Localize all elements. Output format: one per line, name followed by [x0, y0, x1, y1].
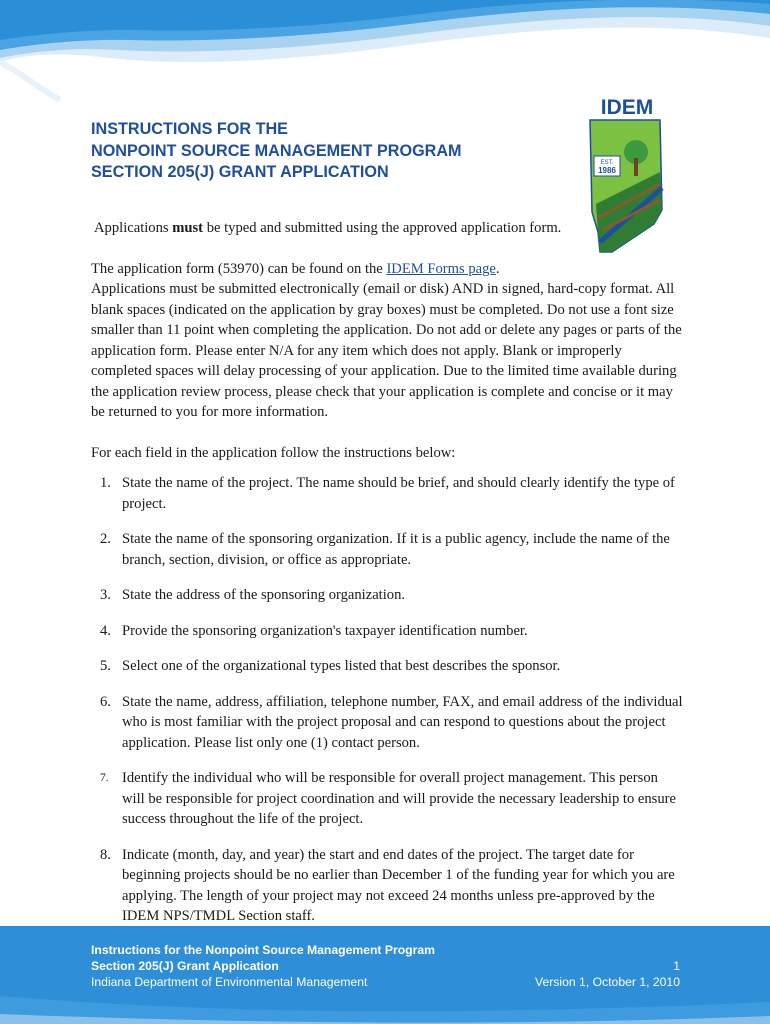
document-title: [91, 119, 571, 184]
list-item: [91, 656, 683, 677]
form-paragraph-rest: Applications must be submitted electronically (email or disk) AND in signed, hard-copy format. All blank spaces (indicated on the application by gray boxes) must be completed. Do not use a font size smaller than 11 point when completing the application. Do not add or delete any pages or parts of the application form. Please enter N/A for any item which does not apply. Blank or improperly completed spaces will delay processing of your application. Due to the limited time available during the application review process, please check that your application is complete and concise or it may be returned to you for more information.: [91, 281, 682, 420]
list-item-number: 7.: [100, 772, 109, 784]
logo-est-year: 1986: [598, 166, 616, 175]
document-body: [91, 218, 683, 942]
list-item-text: Select one of the organizational types listed that best describes the sponsor.: [122, 658, 561, 674]
page-number: 1: [673, 959, 680, 973]
logo-est-label: EST.: [600, 160, 614, 166]
list-item-number: 3.: [100, 587, 111, 603]
intro-paragraph: [91, 218, 683, 239]
footer-text: [91, 942, 680, 990]
intro-text-1: Applications: [94, 220, 173, 236]
title-line-1: INSTRUCTIONS FOR THE: [91, 120, 288, 138]
logo-agency-text: IDEM: [600, 96, 654, 119]
list-item: [91, 529, 683, 570]
instructions-lead: For each field in the application follow the instructions below:: [91, 444, 456, 461]
form-paragraph-period: .: [495, 260, 500, 277]
title-line-3: SECTION 205(J) GRANT APPLICATION: [91, 163, 389, 181]
list-item-text: Identify the individual who will be responsible for overall project management. This person will be responsible for project coordination and will provide the necessary leadership to ensure success throughout the life of the project.: [122, 770, 676, 827]
list-item: [91, 621, 683, 642]
list-item: [91, 768, 683, 830]
list-item: [91, 692, 683, 754]
header-wave-decoration: [0, 0, 770, 105]
list-item-number: 6.: [100, 693, 111, 710]
list-item-text: Indicate (month, day, and year) the start and end dates of the project. The target date for beginning projects should be no earlier than December 1 of the funding year for which you are applying. The length of your project may not exceed 24 months unless pre-approved by the IDEM NPS/TMDL Section staff.: [122, 846, 675, 924]
footer-row-3: [91, 974, 680, 990]
intro-text-2: be typed and submitted using the approved application form.: [203, 220, 562, 236]
footer-line-2: Section 205(J) Grant Application: [91, 959, 279, 973]
list-item-number: 1.: [100, 475, 111, 491]
list-item-text: State the name of the project. The name should be brief, and should clearly identify the type of project.: [122, 475, 675, 512]
list-item: [91, 585, 683, 606]
list-item-text: State the address of the sponsoring organization.: [122, 587, 406, 603]
list-item-number: 8.: [100, 846, 111, 863]
list-item-number: 4.: [100, 622, 111, 639]
list-item-number: 5.: [100, 658, 111, 674]
footer-line-1: Instructions for the Nonpoint Source Management Program: [91, 943, 435, 957]
form-paragraph-lead: The application form (53970) can be found on the: [91, 260, 387, 277]
idem-forms-link[interactable]: IDEM Forms page: [386, 260, 496, 277]
intro-emphasis: must: [172, 220, 204, 236]
list-item: [91, 473, 683, 514]
footer-version: Version 1, October 1, 2010: [535, 975, 680, 989]
list-item: [91, 845, 683, 927]
list-item-text: State the name of the sponsoring organization. If it is a public agency, include the name of the branch, section, division, or office as appropriate.: [122, 531, 670, 568]
page-footer: [0, 926, 770, 1024]
list-item-text: State the name, address, affiliation, telephone number, FAX, and email address of the individual who is most familiar with the project proposal and can respond to questions about the project application. Please list only one (1) contact person.: [122, 693, 683, 751]
instructions-list: [91, 473, 683, 927]
title-line-2: NONPOINT SOURCE MANAGEMENT PROGRAM: [91, 141, 462, 160]
list-item-text: Provide the sponsoring organization's taxpayer identification number.: [122, 622, 528, 639]
form-paragraph: [91, 259, 683, 423]
footer-row-2: [91, 958, 680, 974]
footer-line-3: Indiana Department of Environmental Management: [91, 975, 368, 989]
list-item-number: 2.: [100, 531, 111, 547]
